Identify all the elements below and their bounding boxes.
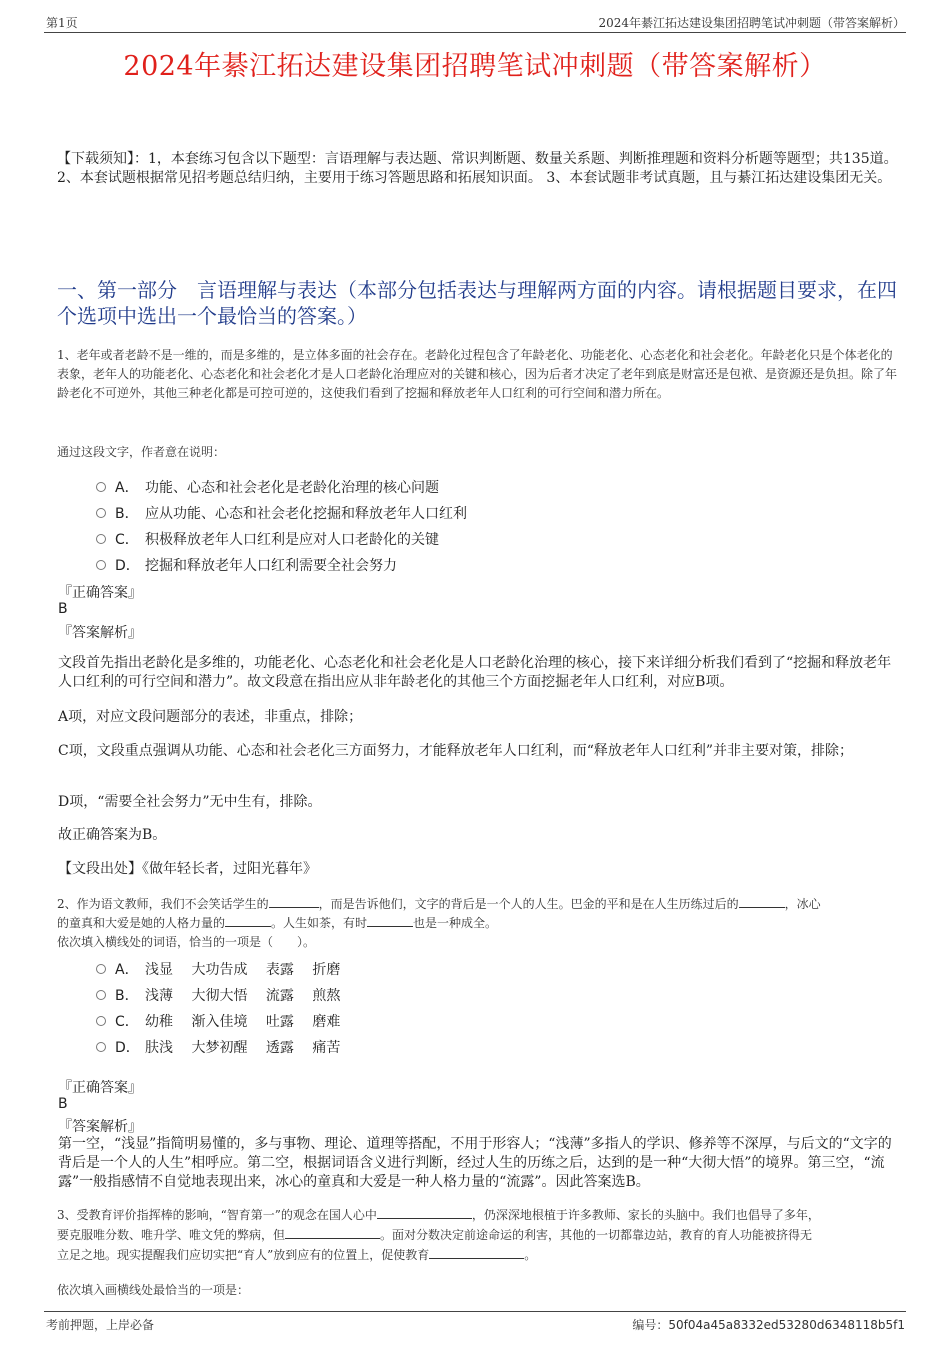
question-1-analysis-p3: C项，文段重点强调从功能、心态和社会老化三方面努力，才能释放老年人口红利，而“释放老年人口红利”并非主要对策，排除； (58, 743, 854, 759)
question-2-analysis: 第一空，“浅显”指简明易懂的，多与事物、理论、道理等搭配，不用于形容人；“浅薄”多指人的学识、修养等不深厚，与后文的“文字的背后是一个人的人生”相呼应。第二空，根据词语含义进行判断，经过人生的历练之后，达到的是一种“大彻大悟”的境界。第三空，“流露”一般指感情不自觉地表现出来，冰心的童真和大爱是一种人格力量的“流露”。因此答案选B。 (58, 1136, 892, 1190)
question-1-answer: B (58, 601, 68, 617)
radio-icon[interactable] (96, 560, 106, 570)
option-text: 浅显 大功告成 表露 折磨 (145, 962, 341, 978)
option-label: A． (115, 962, 139, 978)
question-1-option-b[interactable] (96, 503, 467, 523)
footer-slogan: 考前押题，上岸必备 (46, 1318, 155, 1332)
fill-blank-3[interactable] (225, 914, 271, 927)
q3-text-2b: 。面对分数决定前途命运的利害，其他的一切都靠边站，教育的育人功能被挤得无 (380, 1228, 813, 1242)
q3-text-3a: 立足之地。现实提醒我们应切实把“育人”放到应有的位置上，促使教育 (57, 1248, 430, 1262)
question-1-text: 1、老年或者老龄不是一维的，而是多维的，是立体多面的社会存在。老龄化过程包含了年龄老化、功能老化、心态老化和社会老化。年龄老化只是个体老化的表象，老年人的功能老化、心态老化和社会老化才是人口老龄化治理应对的关键和核心，因为后者才决定了老年到底是财富还是包袱、是资源还是负担。除了年龄老化不可逆外，其他三种老化都是可控可逆的，这使我们看到了挖掘和释放老年人口红利的可行空间和潜力所在。 (57, 348, 898, 400)
option-label: D． (115, 558, 140, 574)
fill-blank-4[interactable] (367, 914, 413, 927)
question-2-prompt: 依次填入横线处的词语，恰当的一项是（ ）。 (57, 935, 316, 949)
q2-text-2a: 的童真和大爱是她的人格力量的 (57, 916, 226, 930)
question-3-line-1 (57, 1206, 902, 1225)
header-doc-title: 2024年綦江拓达建设集团招聘笔试冲刺题（带答案解析） (598, 16, 905, 30)
option-text: 应从功能、心态和社会老化挖掘和释放老年人口红利 (145, 506, 467, 522)
option-text: 幼稚 渐入佳境 吐露 磨难 (145, 1014, 341, 1030)
q2-text-2b: 。人生如茶，有时 (271, 916, 368, 930)
fill-blank-2[interactable] (285, 1226, 380, 1239)
section-title: 一、第一部分 言语理解与表达（本部分包括表达与理解两方面的内容。请根据题目要求，在四个选项中选出一个最恰当的答案。） (57, 278, 897, 328)
question-1-analysis-label: 『答案解析』 (58, 625, 142, 641)
fill-blank-1[interactable] (269, 895, 319, 908)
option-label: D． (115, 1040, 140, 1056)
header-page-number: 第1页 (46, 16, 78, 30)
question-1-option-d[interactable] (96, 555, 397, 575)
radio-icon[interactable] (96, 1042, 106, 1052)
option-text: 功能、心态和社会老化是老龄化治理的核心问题 (145, 480, 439, 496)
radio-icon[interactable] (96, 1016, 106, 1026)
option-label: C． (115, 532, 139, 548)
option-label: C． (115, 1014, 139, 1030)
radio-icon[interactable] (96, 964, 106, 974)
q2-text-1a: 2、作为语文教师，我们不会笑话学生的 (57, 897, 269, 911)
radio-icon[interactable] (96, 482, 106, 492)
footer-code (632, 1316, 905, 1333)
footer-divider (44, 1311, 906, 1312)
q2-text-2c: 也是一种成全。 (413, 916, 498, 930)
question-1-analysis-p5: 故正确答案为B。 (58, 827, 167, 843)
download-notice: 【下载须知】：1，本套练习包含以下题型：言语理解与表达题、常识判断题、数量关系题、判断推理题和资料分析题等题型；共135道。 2、本套试题根据常见招考题总结归纳，主要用于练习答题思路和拓展知识面。 3、本套试题非考试真题，且与綦江拓达建设集团无关。 (57, 151, 898, 186)
question-1-option-c[interactable] (96, 529, 439, 549)
option-text: 肤浅 大梦初醒 透露 痛苦 (145, 1040, 341, 1056)
fill-blank-3[interactable] (429, 1246, 524, 1259)
option-label: B． (115, 506, 139, 522)
question-3-line-2 (57, 1226, 902, 1245)
question-2-analysis-label: 『答案解析』 (58, 1119, 142, 1135)
question-1-source: 【文段出处】《做年轻长者，过阳光暮年》 (58, 861, 317, 877)
question-2-line-1 (57, 895, 902, 914)
option-text: 浅薄 大彻大悟 流露 煎熬 (145, 988, 341, 1004)
q3-text-1a: 3、受教育评价指挥棒的影响，“智育第一”的观念在国人心中 (57, 1208, 377, 1222)
q2-text-1b: ，而是告诉他们，文字的背后是一个人的人生。巴金的平和是在人生历练过后的 (318, 897, 739, 911)
question-2-option-d[interactable] (96, 1037, 340, 1057)
question-2-answer-label: 『正确答案』 (58, 1080, 142, 1096)
fill-blank-2[interactable] (739, 895, 785, 908)
option-label: B． (115, 988, 139, 1004)
question-2-line-2 (57, 914, 902, 933)
option-text: 积极释放老年人口红利是应对人口老龄化的关键 (145, 532, 439, 548)
q2-text-1c: ，冰心 (784, 897, 821, 911)
question-1-analysis-p4: D项，“需要全社会努力”无中生有，排除。 (58, 794, 322, 810)
radio-icon[interactable] (96, 508, 106, 518)
question-3-line-3 (57, 1246, 902, 1265)
question-2-option-b[interactable] (96, 985, 340, 1005)
question-2-option-a[interactable] (96, 959, 340, 979)
radio-icon[interactable] (96, 990, 106, 1000)
question-2-option-c[interactable] (96, 1011, 340, 1031)
question-1-option-a[interactable] (96, 477, 439, 497)
question-1-analysis-p1: 文段首先指出老龄化是多维的，功能老化、心态老化和社会老化是人口老龄化治理的核心，接下来详细分析我们看到了“挖掘和释放老年人口红利的可行空间和潜力”。故文段意在指出应从非年龄老化的其他三个方面挖掘老年人口红利，对应B项。 (58, 655, 892, 690)
footer-code-label: 编号： (632, 1318, 669, 1332)
question-3-prompt: 依次填入画横线处最恰当的一项是： (57, 1283, 250, 1297)
page-title: 2024年綦江拓达建设集团招聘笔试冲刺题（带答案解析） (123, 51, 827, 82)
question-1-prompt: 通过这段文字，作者意在说明： (57, 445, 226, 459)
option-label: A． (115, 480, 139, 496)
fill-blank-1[interactable] (377, 1206, 472, 1219)
q3-text-2a: 要克服唯分数、唯升学、唯文凭的弊病，但 (57, 1228, 286, 1242)
radio-icon[interactable] (96, 534, 106, 544)
footer-code-value: 50f04a45a8332ed53280d6348118b5f1 (668, 1318, 905, 1332)
option-text: 挖掘和释放老年人口红利需要全社会努力 (145, 558, 397, 574)
q3-text-1b: ，仍深深地根植于许多教师、家长的头脑中。我们也倡导了多年， (471, 1208, 820, 1222)
question-1-analysis-p2: A项，对应文段问题部分的表述，非重点，排除； (58, 709, 363, 725)
question-1-answer-label: 『正确答案』 (58, 585, 142, 601)
header-divider (44, 32, 906, 33)
q3-text-3b: 。 (524, 1248, 537, 1262)
question-2-answer: B (58, 1096, 68, 1112)
